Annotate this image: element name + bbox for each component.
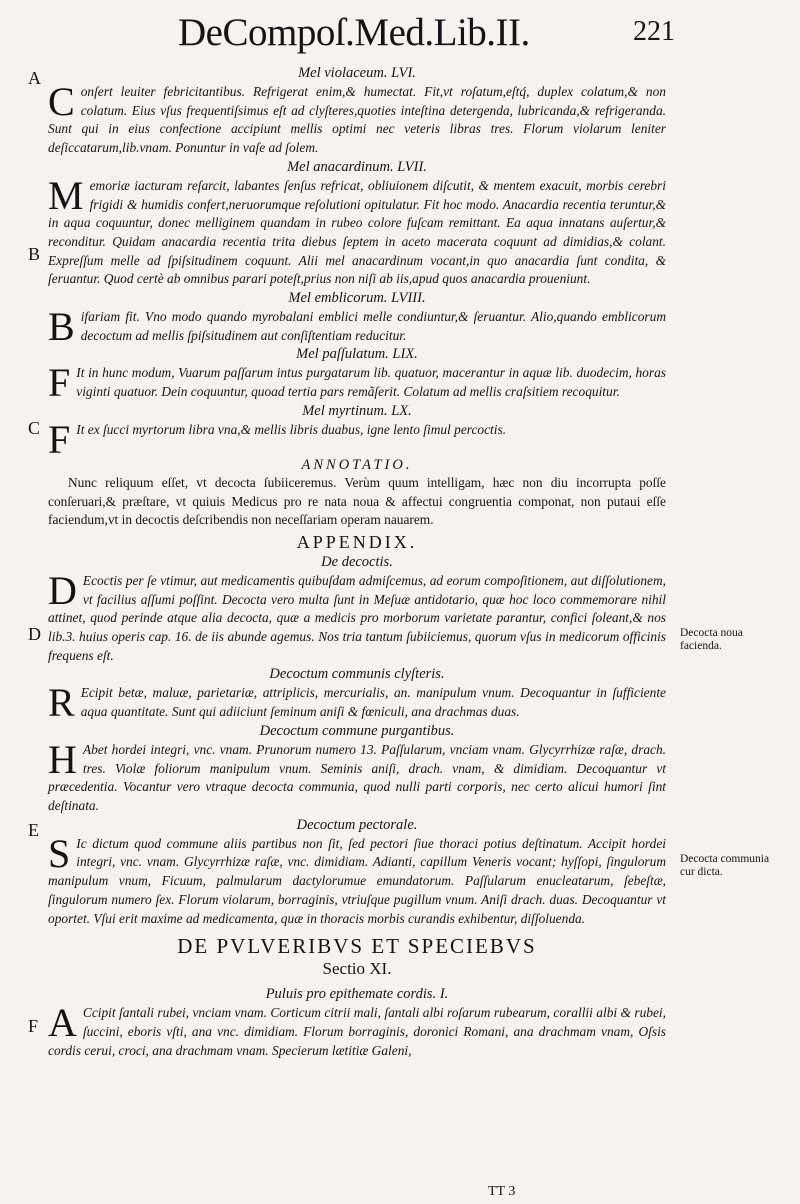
drop-cap: H [48, 736, 77, 782]
sectio-number: Sectio XI. [322, 959, 392, 979]
section-de-pulveribus [48, 934, 666, 1060]
section-mel-emblicorum [48, 289, 666, 350]
section-heading: Mel violaceum. LVI. [298, 65, 416, 81]
side-note-decocta-noua: Decocta noua facienda. [680, 627, 743, 652]
paragraph-text: onſert leuiter febricitantibus. Refrigerat enim,& humectat. Fit,vt roſatum,eſtq́, duplex colatum,& non colatum. Eius vſus frequentiſsimus eſt ad clyſteres,quoties inteſtina detergenda, lubricanda,& refrigeranda. Sunt qui in eius confectione accipiunt mellis optimi nec veteris libras tres. Florum violarum leniter deſiccatarum,lib.vnam. Ponuntur in vaſe ad ſolem. [48, 84, 666, 156]
section-heading: Decoctum pectorale. [296, 816, 418, 833]
section-annotatio [48, 457, 666, 530]
drop-cap: F [48, 416, 71, 462]
section-heading: Mel myrtinum. LX. [302, 402, 412, 419]
margin-letter-f: F [28, 1016, 39, 1036]
paragraph-text: Ecipit betæ, maluæ, parietariæ, attriplicis, mercurialis, an. manipulum vnum. Decoquantur in ſufficiente aqua quantitate. Sunt qui adiiciunt ſeminum aniſi & fœniculi, ana drachmas duas. [80, 685, 666, 720]
running-title: DeCompoſ.Med.Lib.II. [178, 11, 530, 54]
section-appendix [48, 532, 666, 666]
page-number: 221 [633, 16, 675, 47]
margin-letter-c: C [28, 418, 41, 438]
drop-cap: B [48, 304, 75, 350]
paragraph [48, 416, 666, 462]
paragraph-text: Abet hordei integri, vnc. vnam. Prunorum numero 13. Paſſularum, vnciam vnam. Glycyrrhizæ raſæ, drach. tres. Violæ foliorum manipulum vnum. Seminis aniſi, drach. vnam, & dimidiam. Decoquantur vt præcedentia. Vocantur vero vtraque decocta communia, quod nulli parti corporis, nec certo alicui humori ſint deſtinata. [48, 741, 666, 813]
section-heading: Decoctum commune purgantibus. [259, 722, 455, 739]
section-heading: De decoctis. [321, 553, 393, 570]
margin-letter-b: B [28, 244, 41, 264]
drop-cap: R [48, 680, 75, 726]
paragraph-text: Ccipit ſantali rubei, vnciam vnam. Corticum citrii mali, ſantali albi roſarum rubearum, corallii albi & rubei, ſuccini, eboris vſti, ana vnc. dimidiam. Florum borraginis, doronici Romani, ana drachmam vnam, Oſsis cordis cerui, croci, ana drachmam vnam. Specierum lætitiæ Galeni, [48, 1005, 666, 1058]
signature-mark: TT 3 [488, 1184, 516, 1199]
margin-letter-a: A [28, 68, 41, 88]
paragraph [48, 567, 666, 666]
appendix-heading: APPENDIX. [296, 531, 418, 552]
section-mel-passulatum [48, 345, 666, 406]
section-mel-anacardinum [48, 158, 666, 289]
annotatio-paragraph: Nunc reliquum eſſet, vt decocta ſubiiceremus. Verùm quum intelligam, hæc non diu incorrupta poſſe conſeruari,& præſtare, vt quiuis Medicus pro re nata noua & affectui congruentia componat, non putaui eſſe faciendum,vt in decoctis deſcribendis non neceſſariam operam nauarem. [48, 474, 666, 528]
paragraph-text: Ecoctis per ſe vtimur, aut medicamentis quibuſdam admiſcemus, ad eorum compoſitionem, aut diſſolutionem, vt facilius aſſumi poſſint. Decocta vero multa ſunt in Meſuæ antidotario, quæ hoc loco commemorare nihil attinet, quod perinde atque alia decocta, quæ a medicis pro morborum varietate parantur, confici ſoleant,& nos lib.3. huius operis cap. 16. de iis abunde agemus. Nos tria tantum ſubiiciemus, quorum vſus in medicorum officinis frequens eſt. [48, 572, 666, 663]
section-decoctum-clysteris [48, 665, 666, 726]
paragraph-text: It in hunc modum, Vuarum paſſarum intus purgatarum lib. quatuor, macerantur in aquæ lib. duodecim, horas viginti quatuor. Dein coquuntur, quoad tertia pars remãſerit. Colatum ad mellis craſsitiem recoquitur. [76, 365, 666, 400]
drop-cap: A [48, 1000, 77, 1046]
section-mel-violaceum [48, 64, 666, 158]
paragraph [48, 1000, 666, 1060]
page-header [0, 6, 800, 62]
drop-cap: M [48, 172, 84, 218]
paragraph-text: ifariam fit. Vno modo quando myrobalani emblici melle condiuntur,& ſeruantur. Alio,quando emblicorum decoctum ad mellis ſpiſsitudinem aut conſiſtentiam reducitur. [80, 309, 666, 343]
paragraph [48, 830, 666, 929]
drop-cap: F [48, 360, 71, 406]
section-title: DE PVLVERIBVS ET SPECIEBVS [177, 934, 537, 959]
paragraph [48, 680, 666, 726]
paragraph-text: It ex ſucci myrtorum libra vna,& mellis libris duabus, igne lento ſimul percoctis. [76, 421, 507, 437]
margin-letter-e: E [28, 820, 39, 840]
paragraph [48, 79, 666, 158]
margin-letter-d: D [28, 624, 41, 644]
drop-cap: D [48, 567, 77, 613]
section-heading: Decoctum communis clyſteris. [269, 666, 445, 683]
section-mel-myrtinum [48, 402, 666, 462]
paragraph-text: Ic dictum quod commune aliis partibus non ſit, ſed pectori ſiue thoraci potius deſtinatum. Accipit hordei integri, vnc. vnam. Glycyrrhizæ raſæ, vnc. dimidiam. Adianti, capillum Veneris vocant; hyſſopi, ſingulorum manipulum vnum, Ficuum, palmularum dactylorumue emundatorum. Paſſularum enucleatarum, ſebeſtæ, ſingulorum numero ſex. Florum violarum, borraginis, vtriuſque pugillum vnum. Aniſi drach. duas. Decoquantur vt oportet. Vſui erit maxime ad medicamenta, quæ in thoracis morbis curandis exhibentur, diſſoluenda. [48, 835, 666, 926]
section-heading: Mel anacardinum. LVII. [287, 158, 427, 175]
paragraph [48, 736, 666, 816]
section-decoctum-purgantibus [48, 722, 666, 816]
section-heading: Mel paſſulatum. LIX. [296, 346, 418, 363]
paragraph [48, 304, 666, 350]
paragraph [48, 172, 666, 289]
drop-cap: C [48, 79, 75, 124]
section-decoctum-pectorale [48, 816, 666, 929]
paragraph-text: emoriæ iacturam reſarcit, labantes ſenſus refricat, obliuionem diſcutit, & mentem exacuit, morbis cerebri frigidi & humidis confert,neruorumque reſolutioni opitulatur. Fit hoc modo. Anacardia recentia teruntur,& in aqua coquuntur, donec melliginem quandam in rubeo colore fuſcam remittant. Ea aqua innatans auſertur,& reconditur. Quidam anacardia recentia trita diebus ſeptem in aceto macerata coquunt ad dimidias,& colant. Expreſſum melle ad ſpiſsitudinem coquunt. Alii mel anacardinum vocant,in quo anacardia ſunt condita, & ſeruantur. Quod certè ab omnibus parari poteſt,prius non niſi ab iis,apud quos anacardia proueniunt. [48, 177, 666, 287]
text-column [48, 64, 666, 1060]
drop-cap: S [48, 830, 71, 876]
section-heading: Puluis pro epithemate cordis. I. [265, 986, 449, 1003]
paragraph [48, 360, 666, 406]
annotatio-heading: ANNOTATIO. [301, 456, 413, 473]
side-note-decocta-communia: Decocta communia cur dicta. [680, 853, 770, 878]
section-heading: Mel emblicorum. LVIII. [288, 290, 426, 307]
